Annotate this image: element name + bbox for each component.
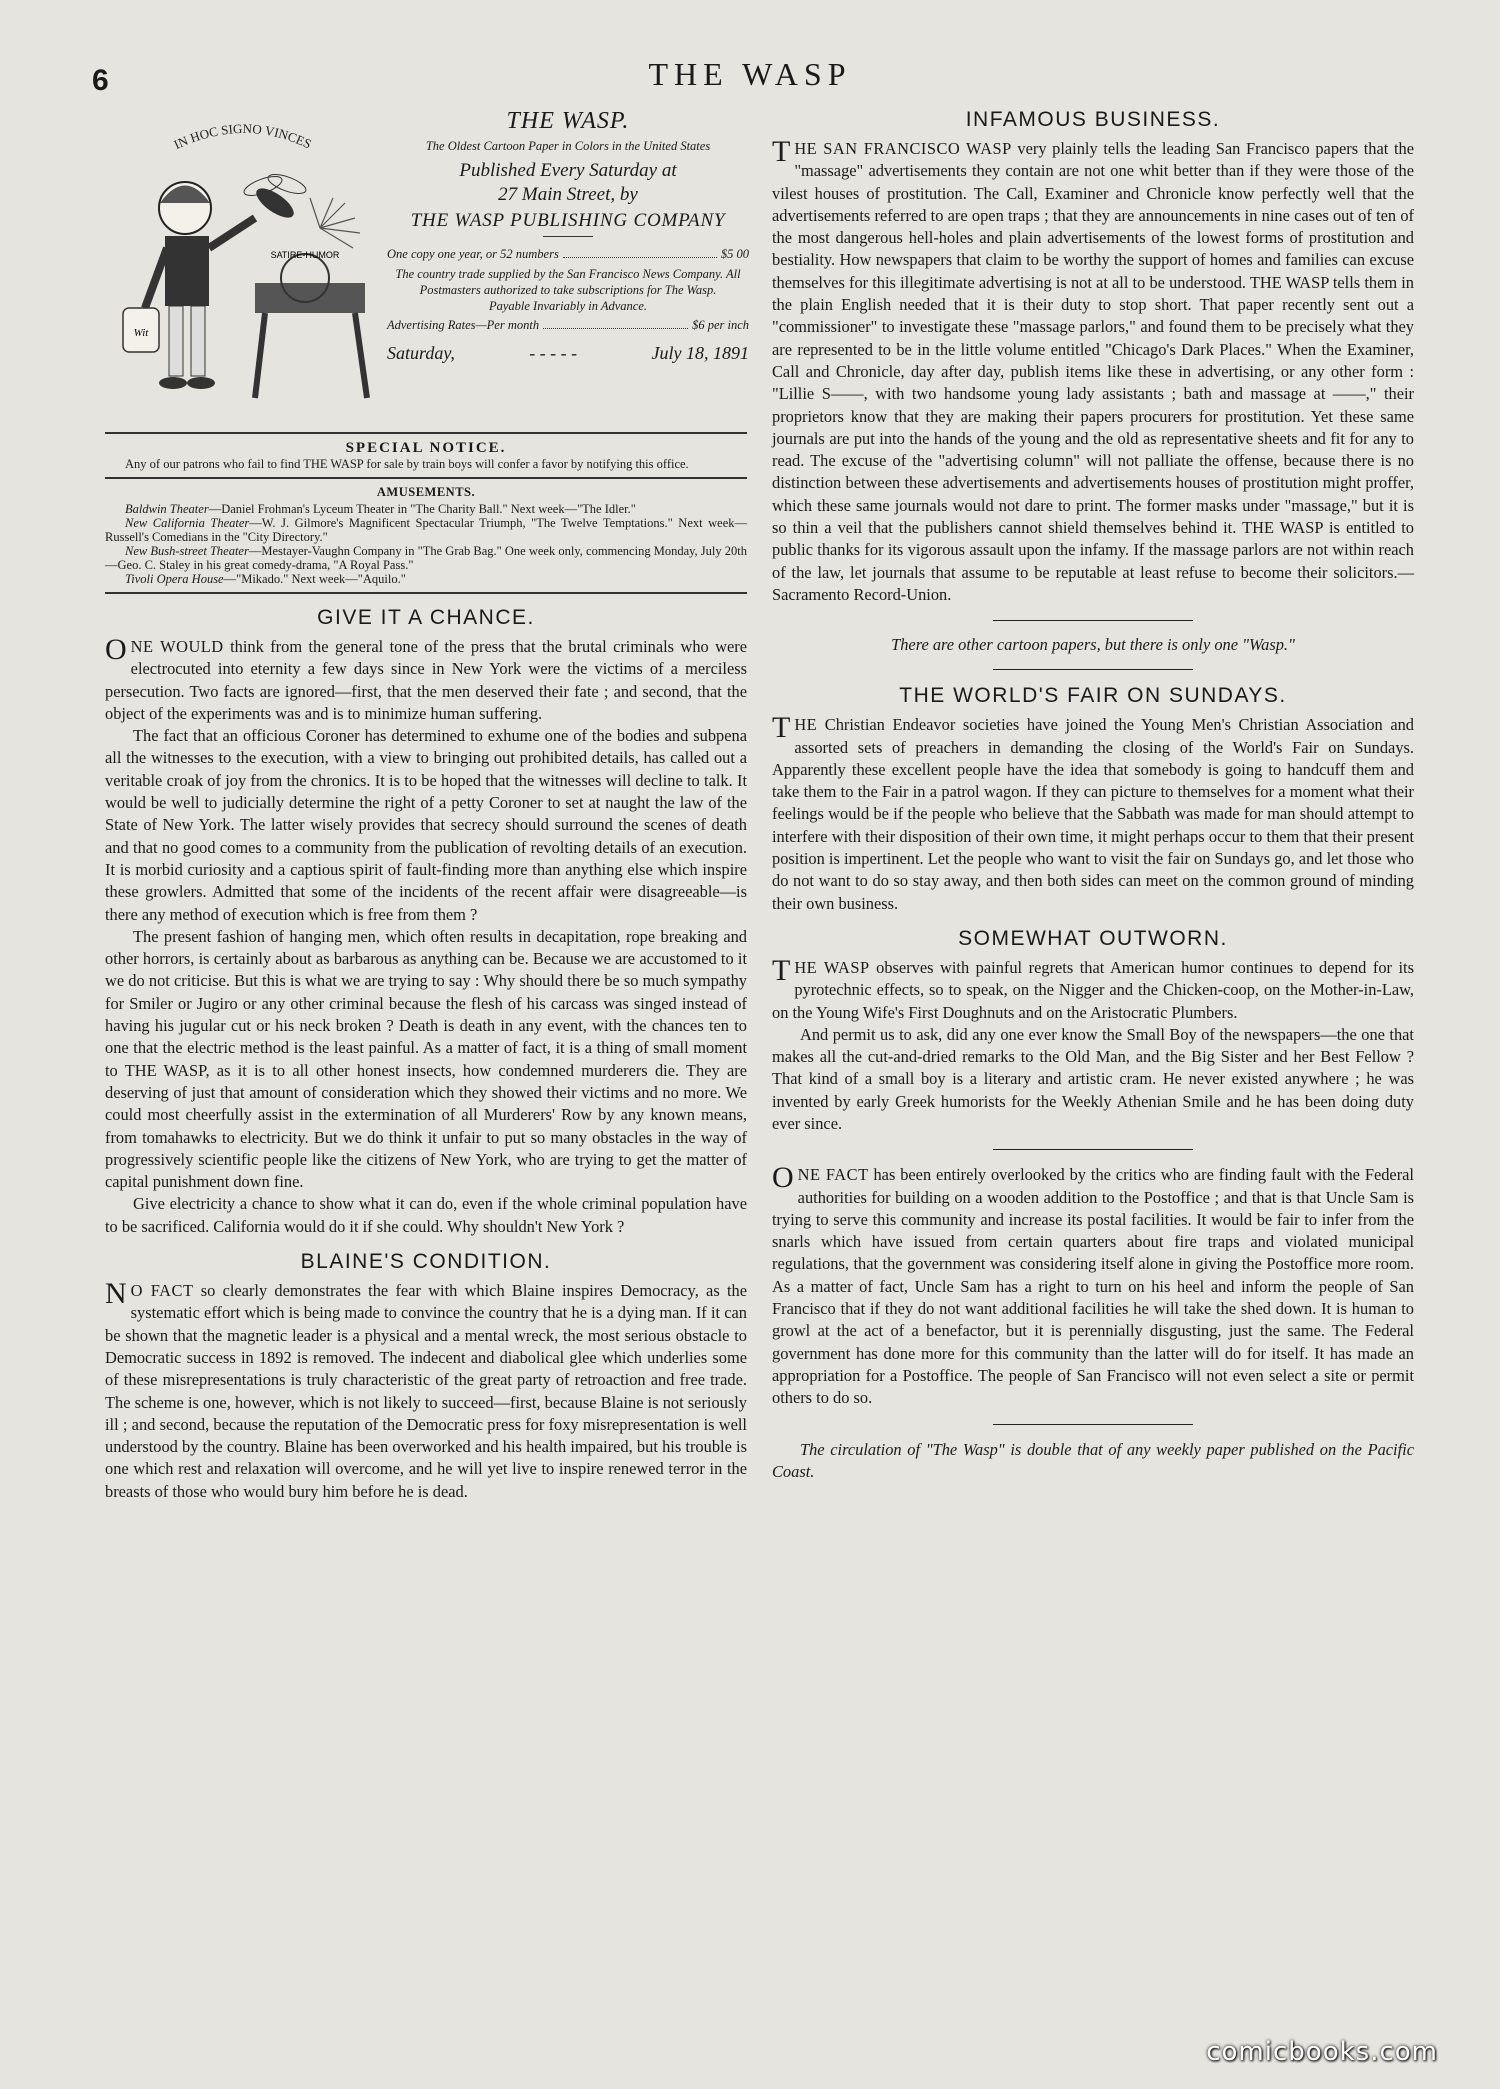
amusements-title: AMUSEMENTS.: [376, 485, 476, 499]
article-paragraph: THE Christian Endeavor societies have joined the Young Men's Christian Association and assorted sets of preachers in demanding the closing of the World's Fair on Sundays. Apparently these excellent people have the idea that somebody is going to handcuff them and take them to the Fair in a patrol wagon. If they can picture to themselves for a moment what their feelings would be if the people who believe that the Sabbath was made for man should attempt to interfere with their disposition of their own time, it might perhaps occur to them that their present position is impertinent. Let the people who want to visit the fair on Sundays go, and let those who do not want to do so stay away, and then both sides can meet on the common ground of minding their own business.: [772, 711, 1414, 913]
special-notice-text: Any of our patrons who fail to find THE WASP for sale by train boys will confer a favor by notifying this office.: [125, 457, 689, 471]
article-title: BLAINE'S CONDITION.: [300, 1250, 552, 1274]
publication-info: [387, 108, 749, 364]
cartoon-papers-note: There are other cartoon papers, but there is only one "Wasp.": [891, 635, 1295, 655]
article-paragraph: And permit us to ask, did any one ever know the Small Boy of the newspapers—the one that makes all the cut-and-dried remarks to the Old Man, and the Big Sister and her Best Fellow ? That kind of a small boy is a literary and artistic cram. He never existed anywhere ; he was invented by early Greek humorists for the Weekly Athenian Smile and he has been doing duty ever since.: [772, 1024, 1414, 1133]
section-rule: [993, 669, 1193, 670]
section-rule: [993, 1424, 1193, 1425]
article-paragraph: Give electricity a chance to show what it can do, even if the whole criminal population have to be sacrificed. California would do it if she could. Why shouldn't New York ?: [105, 1194, 747, 1236]
article-paragraph: ONE WOULD think from the general tone of the press that the brutal criminals who were electrocuted into eternity a few days since in New York were the victims of a merciless persecution. Two facts are ignored—first, that the men deserved their fate ; and second, that the object of the experiments was and is to minimize human suffering.: [105, 633, 747, 723]
section-rule: [993, 620, 1193, 621]
header-rule: [105, 432, 747, 434]
article-paragraph: N O FACT so clearly demonstrates the fear with which Blaine inspires Democracy, as the systematic effort which is being made to convince the country that he is a dying man. If it can be shown that the magnetic leader is a physical and a mental wreck, the most serious obstacle to Democratic success in 1892 is removed. The indecent and diabolical glee which underlies some of these misrepresentations is truly characteristic of the great party of retroaction and free trade. The scheme is one, however, which is not likely to succeed—first, because Blaine is not seriously ill ; and second, because the reputation of the Democratic press for foxy misrepresentation is well understood by the country. Blaine has been overworked and his health impaired, but his trouble is one which rest and relaxation will overcome, and he will yet live to inspire renewed terror in the breasts of those who would bury him before he is dead.: [105, 1277, 747, 1501]
right-column: [772, 108, 1414, 1483]
published-line: Published Every Saturday at: [459, 160, 677, 181]
amusement-item: Baldwin Theater—Daniel Frohman's Lyceum Theater in "The Charity Ball." Next week—"The Idler.": [125, 502, 636, 516]
article-postoffice: [772, 1161, 1414, 1424]
article-blaines-condition: [105, 1250, 747, 1503]
article-title: INFAMOUS BUSINESS.: [965, 108, 1221, 131]
article-give-it-a-chance: [105, 606, 747, 1238]
article-paragraph: ONE FACT has been entirely overlooked by the critics who are finding fault with the Federal authorities for building on a wooden addition to the Postoffice ; and that is that Uncle Sam is trying to serve this community and increase its postal facilities. It would be fair to infer from the snarls which have issued from certain quarters about fire traps and violated municipal regulations, that the government was considering itself alone in giving the Postoffice more room. As a matter of fact, Uncle Sam has a right to turn on his heel and inform the people of San Francisco that if they do not want additional facilities he will take the shed down. It is human to growl at the act of a benefactor, but it is perennially disgusting, just the same. The Federal government has done more for this community than the latter will do for itself. It has made an appropriation for a Postoffice. The people of San Francisco will not even select a site or permit others to do so.: [772, 1161, 1414, 1408]
ornament-divider: [543, 236, 593, 243]
article-paragraph: THE WASP observes with painful regrets that American humor continues to depend for its pyrotechnic effects, so to speak, on the Nigger and the Chicken-coop, on the Mother-in-Law, on the Young Wife's First Doughnuts and on the Aristocratic Plumbers.: [772, 953, 1414, 1022]
special-notice-title: SPECIAL NOTICE.: [345, 440, 507, 456]
svg-text:IN HOC SIGNO VINCES: [171, 121, 314, 152]
crank-label: SATIRE-HUMOR: [270, 250, 340, 260]
publication-header: [105, 108, 747, 426]
trade-note: The country trade supplied by the San Francisco News Company. All Postmasters authorized to take subscriptions for The Wasp.: [395, 267, 741, 297]
amusements-rule: [105, 592, 747, 594]
cartoon-motto: IN HOC SIGNO VINCES: [171, 120, 314, 153]
payable-note: Payable Invariably in Advance.: [488, 299, 648, 313]
watermark: comicbooks.com: [1206, 2037, 1438, 2067]
article-infamous-business: [772, 108, 1414, 670]
special-notice: [105, 440, 747, 471]
amusement-item: New Bush-street Theater—Mestayer-Vaughn Company in "The Grab Bag." One week only, commencing Monday, July 20th—Geo. C. Staley in his great comedy-drama, "A Royal Pass.": [105, 544, 747, 572]
section-rule: [993, 1149, 1193, 1150]
advertising-rate: Advertising Rates—Per month $6 per inch: [387, 318, 749, 332]
amusement-item: Tivoli Opera House—"Mikado." Next week—"Aquilo.": [125, 572, 406, 586]
address-line: 27 Main Street, by: [498, 184, 638, 205]
subscription-rate: One copy one year, or 52 numbers $5 00: [387, 247, 749, 261]
paper-tagline: The Oldest Cartoon Paper in Colors in the United States: [425, 139, 711, 153]
amusement-item: New California Theater—W. J. Gilmore's Magnificent Spectacular Triumph, "The Twelve Temptations." Next week—Russell's Comedians in the "City Directory.": [105, 516, 747, 544]
article-title: SOMEWHAT OUTWORN.: [958, 926, 1228, 950]
article-paragraph: The fact that an officious Coroner has determined to exhume one of the bodies and subpena all the witnesses to the execution, with a view to bringing out prohibited details, has called out a veritable croak of joy from the chronics. It is to be hoped that the witnesses will decline to talk. It would be well to judicially determine the right of a petty Coroner to set at naught the law of the State of New York. The latter wisely provides that secrecy should surround the scenes of death and that no good comes to a community from the publication of revolting details of an execution. It is morbid curiosity and a captious spirit of fault-finding more than anything else which inspire these growlers. Admitted that some of the incidents of the recent affair were disagreeable—is there any method of execution which is free from them ?: [105, 726, 747, 924]
article-paragraph: THE SAN FRANCISCO WASP very plainly tells the leading San Francisco papers that the "massage" advertisements they contain are not one whit better than if they were those of the vilest houses of prostitution. The Call, Examiner and Chronicle know perfectly well that the advertisements referred to are open traps ; that they are announcements in nine cases out of ten of the most dangerous hell-holes and plain advertisements of the lowest forms of prostitution and bestiality. How newspapers that claim to be worthy the support of homes and families can excuse themselves for this illegitimate advertising is not at all to be understood. THE WASP tells them in the plain English needed that it is their duty to stop short. That paper recently sent out a "commissioner" to investigate these "massage parlors," and found them to be precisely what they are represented to be in the little volume entitled "Chicago's Dark Places." When the Examiner, Call and Chronicle, day after day, publish items like these in advertising, or any other form : "Lillie S——, with two handsome young lady assistants ; bath and massage at ——," their proprietors know that they are making their papers procurers for prostitution. Yet these same journals are put into the hands of the young and the old as representative sheets and fit for any to read. The excuse of the "advertising column" will not palliate the offense, because there is no distinction between these advertisements and advertisements houses of prostitution might proffer, which these same journals would not dare to print. The former masks under "massage," but it is so thin a veil that the publishers cannot shield themselves behind it. THE WASP is entitled to public thanks for its vigorous assault upon the infamy. If the massage parlors are not within reach of the law, let journals that assume to be reputable at least refuse to become their solicitors.—Sacramento Record-Union.: [772, 135, 1414, 604]
article-paragraph: The present fashion of hanging men, which often results in decapitation, rope breaking and other horrors, is certainly about as barbarous as anything can be. Because we are accustomed to it we do not criticise. But this is what we are trying to say : Why should there be so much sympathy for Smiler or Jugiro or any other criminal because the flesh of his carcass was singed instead of having his jugular cut or his neck broken ? Death is death in any event, with the chances ten to one that the electric method is the least painful. As a matter of fact, it is a thing of small moment to THE WASP, as it is to all other honest insects, how condemned murderers die. They are deserving of just that amount of consideration which they showed their victims and no more. We could most cheerfully assist in the extermination of all Murderers' Row by any known means, from tomahawks to electricity. But we do think it unfair to put so many obstacles in the way of progressively scientific people like the citizens of New York, who are trying to get the matter of capital punishment down fine.: [105, 926, 747, 1192]
jar-label: Wit: [133, 327, 149, 339]
page-number: 6: [92, 64, 109, 97]
issue-date: Saturday, - - - - - July 18, 1891: [387, 343, 749, 363]
company-line: THE WASP PUBLISHING COMPANY: [410, 210, 726, 231]
paper-title: THE WASP.: [506, 108, 630, 134]
article-worlds-fair: [772, 684, 1414, 915]
left-column: [105, 108, 747, 1503]
article-somewhat-outworn: [772, 927, 1414, 1150]
circulation-note: The circulation of "The Wasp" is double that of any weekly paper published on the Pacific Coast.: [772, 1439, 1414, 1481]
masthead: THE WASP: [648, 56, 852, 92]
article-title: THE WORLD'S FAIR ON SUNDAYS.: [899, 684, 1287, 708]
amusements: [105, 485, 747, 586]
notice-rule: [105, 477, 747, 479]
wasp-cartoon-illustration: [105, 108, 390, 418]
article-title: GIVE IT A CHANCE.: [317, 606, 535, 629]
